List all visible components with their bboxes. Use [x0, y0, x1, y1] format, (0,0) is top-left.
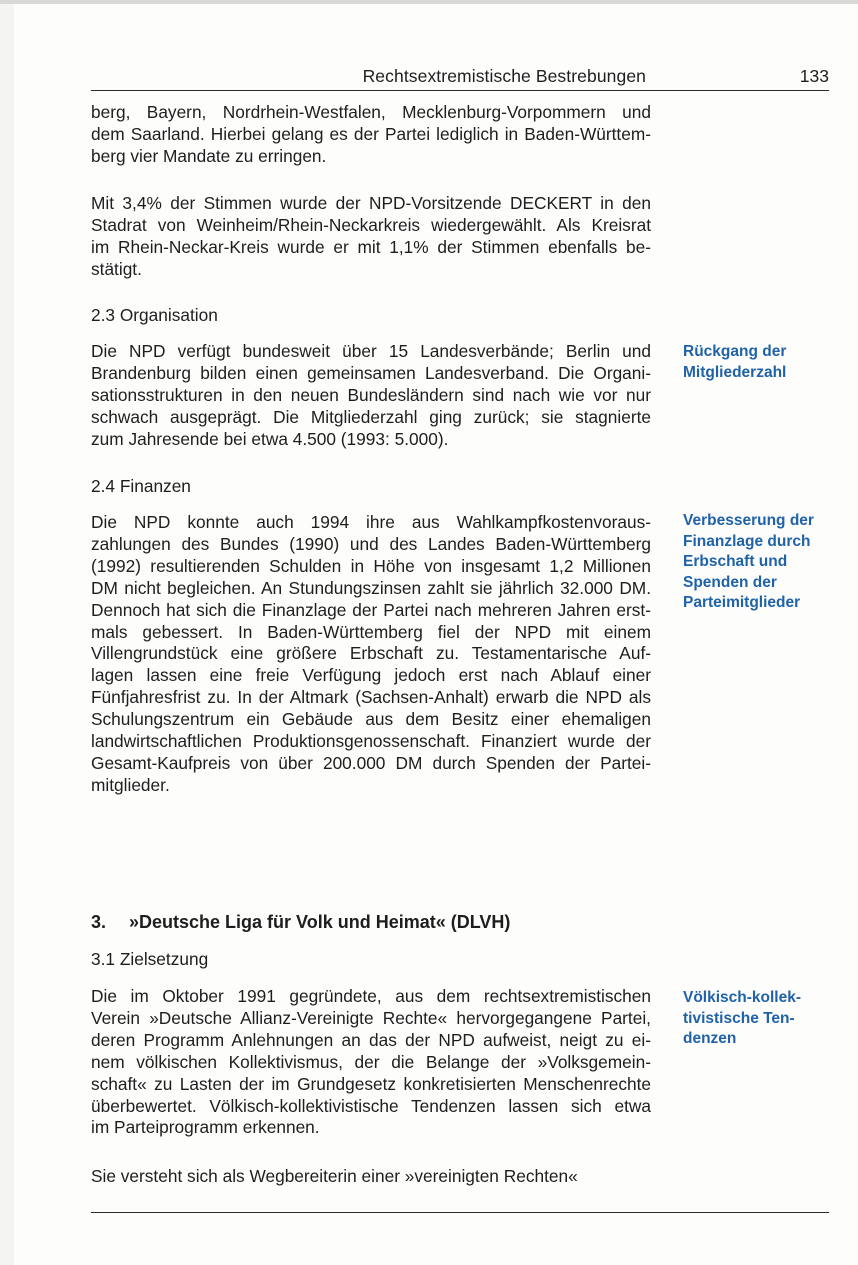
- section-number: 3.: [91, 912, 107, 932]
- subheading-zielsetzung: 3.1 Zielsetzung: [91, 949, 209, 969]
- margin-note-line: Völkisch-kollek-: [683, 989, 802, 1006]
- margin-note-line: denzen: [683, 1030, 737, 1047]
- subheading-finanzen: 2.4 Finanzen: [91, 476, 191, 496]
- paragraph-election-results: berg, Bayern, Nordrhein-Westfalen, Mecklenburg-Vorpommern und dem Saarland. Hierbei gelang es der Partei lediglich in Baden-Württem- berg vier Mandate zu erringen.: [91, 102, 651, 166]
- page-number: 133: [799, 66, 829, 86]
- paragraph-zielsetzung: Die im Oktober 1991 gegründete, aus dem rechtsextremistischen Verein »Deutsche Allianz-Vereinigte Rechte« hervorgegangene Partei, deren Programm Anlehnungen an das der NPD aufweist, neigt zu ei- nem völkischen Kollektivismus, der die Belange der »Volksgemein- schaft« zu Lasten der im Grundgesetz konkretisierten Menschenrechte überbewertet. Völkisch-kollektivistische Tendenzen lassen sich etwa im Parteiprogramm erkennen.: [91, 986, 651, 1138]
- section-heading-dlvh: [91, 911, 510, 933]
- paragraph-organisation: Die NPD verfügt bundesweit über 15 Landesverbände; Berlin und Brandenburg bilden einen gemeinsamen Landesverband. Die Organi- sationsstrukturen in den neuen Bundesländern sind nach wie vor nur schwach ausgeprägt. Die Mitgliederzahl ging zurück; sie stagnierte zum Jahresende bei etwa 4.500 (1993: 5.000).: [91, 341, 651, 449]
- subheading-organisation: 2.3 Organisation: [91, 305, 218, 325]
- paragraph-deckert: Mit 3,4% der Stimmen wurde der NPD-Vorsitzende DECKERT in den Stadrat von Weinheim/Rhein-Neckarkreis wiedergewählt. Als Kreisrat im Rhein-Neckar-Kreis wurde er mit 1,1% der Stimmen ebenfalls be- stätigt.: [91, 193, 651, 279]
- page-header: [91, 66, 829, 91]
- margin-note-mitgliederzahl: [683, 342, 833, 383]
- margin-note-line: Spenden der: [683, 573, 777, 591]
- margin-note-line: Finanzlage durch: [683, 532, 811, 550]
- margin-note-line: Erbschaft und: [683, 553, 788, 570]
- margin-note-line: Mitgliederzahl: [683, 363, 787, 381]
- margin-note-voelkisch: [683, 988, 833, 1050]
- margin-note-line: Rückgang der: [683, 343, 787, 360]
- footer-rule: [91, 1212, 829, 1213]
- margin-note-line: Parteimitglieder: [683, 594, 801, 611]
- paragraph-wegbereiterin: Sie versteht sich als Wegbereiterin einer »vereinigten Rechten«: [91, 1166, 578, 1186]
- running-title: Rechtsextremistische Bestrebungen: [362, 66, 646, 86]
- section-title: »Deutsche Liga für Volk und Heimat« (DLVH): [129, 912, 511, 932]
- margin-note-finanzlage: [683, 511, 833, 614]
- margin-note-line: tivistische Ten-: [683, 1009, 795, 1027]
- paragraph-finanzen: Die NPD konnte auch 1994 ihre aus Wahlkampfkostenvoraus- zahlungen des Bundes (1990) und des Landes Baden-Württemberg (1992) resultierenden Schulden in Höhe von insgesamt 1,2 Millionen DM nicht begleichen. An Stundungszinsen zahlt sie jährlich 32.000 DM. Dennoch hat sich die Finanzlage der Partei nach mehreren Jahren erst- mals gebessert. In Baden-Württemberg fiel der NPD mit einem Villengrundstück eine größere Erbschaft zu. Testamentarische Auf- lagen lassen eine freie Verfügung jedoch erst nach Ablauf einer Fünfjahresfrist zu. In der Altmark (Sachsen-Anhalt) erwarb die NPD als Schulungszentrum ein Gebäude aus dem Besitz einer ehemaligen landwirtschaftlichen Produktionsgenossenschaft. Finanziert wurde der Gesamt-Kaufpreis von über 200.000 DM durch Spenden der Partei- mitglieder.: [91, 512, 651, 795]
- margin-note-line: Verbesserung der: [683, 512, 814, 529]
